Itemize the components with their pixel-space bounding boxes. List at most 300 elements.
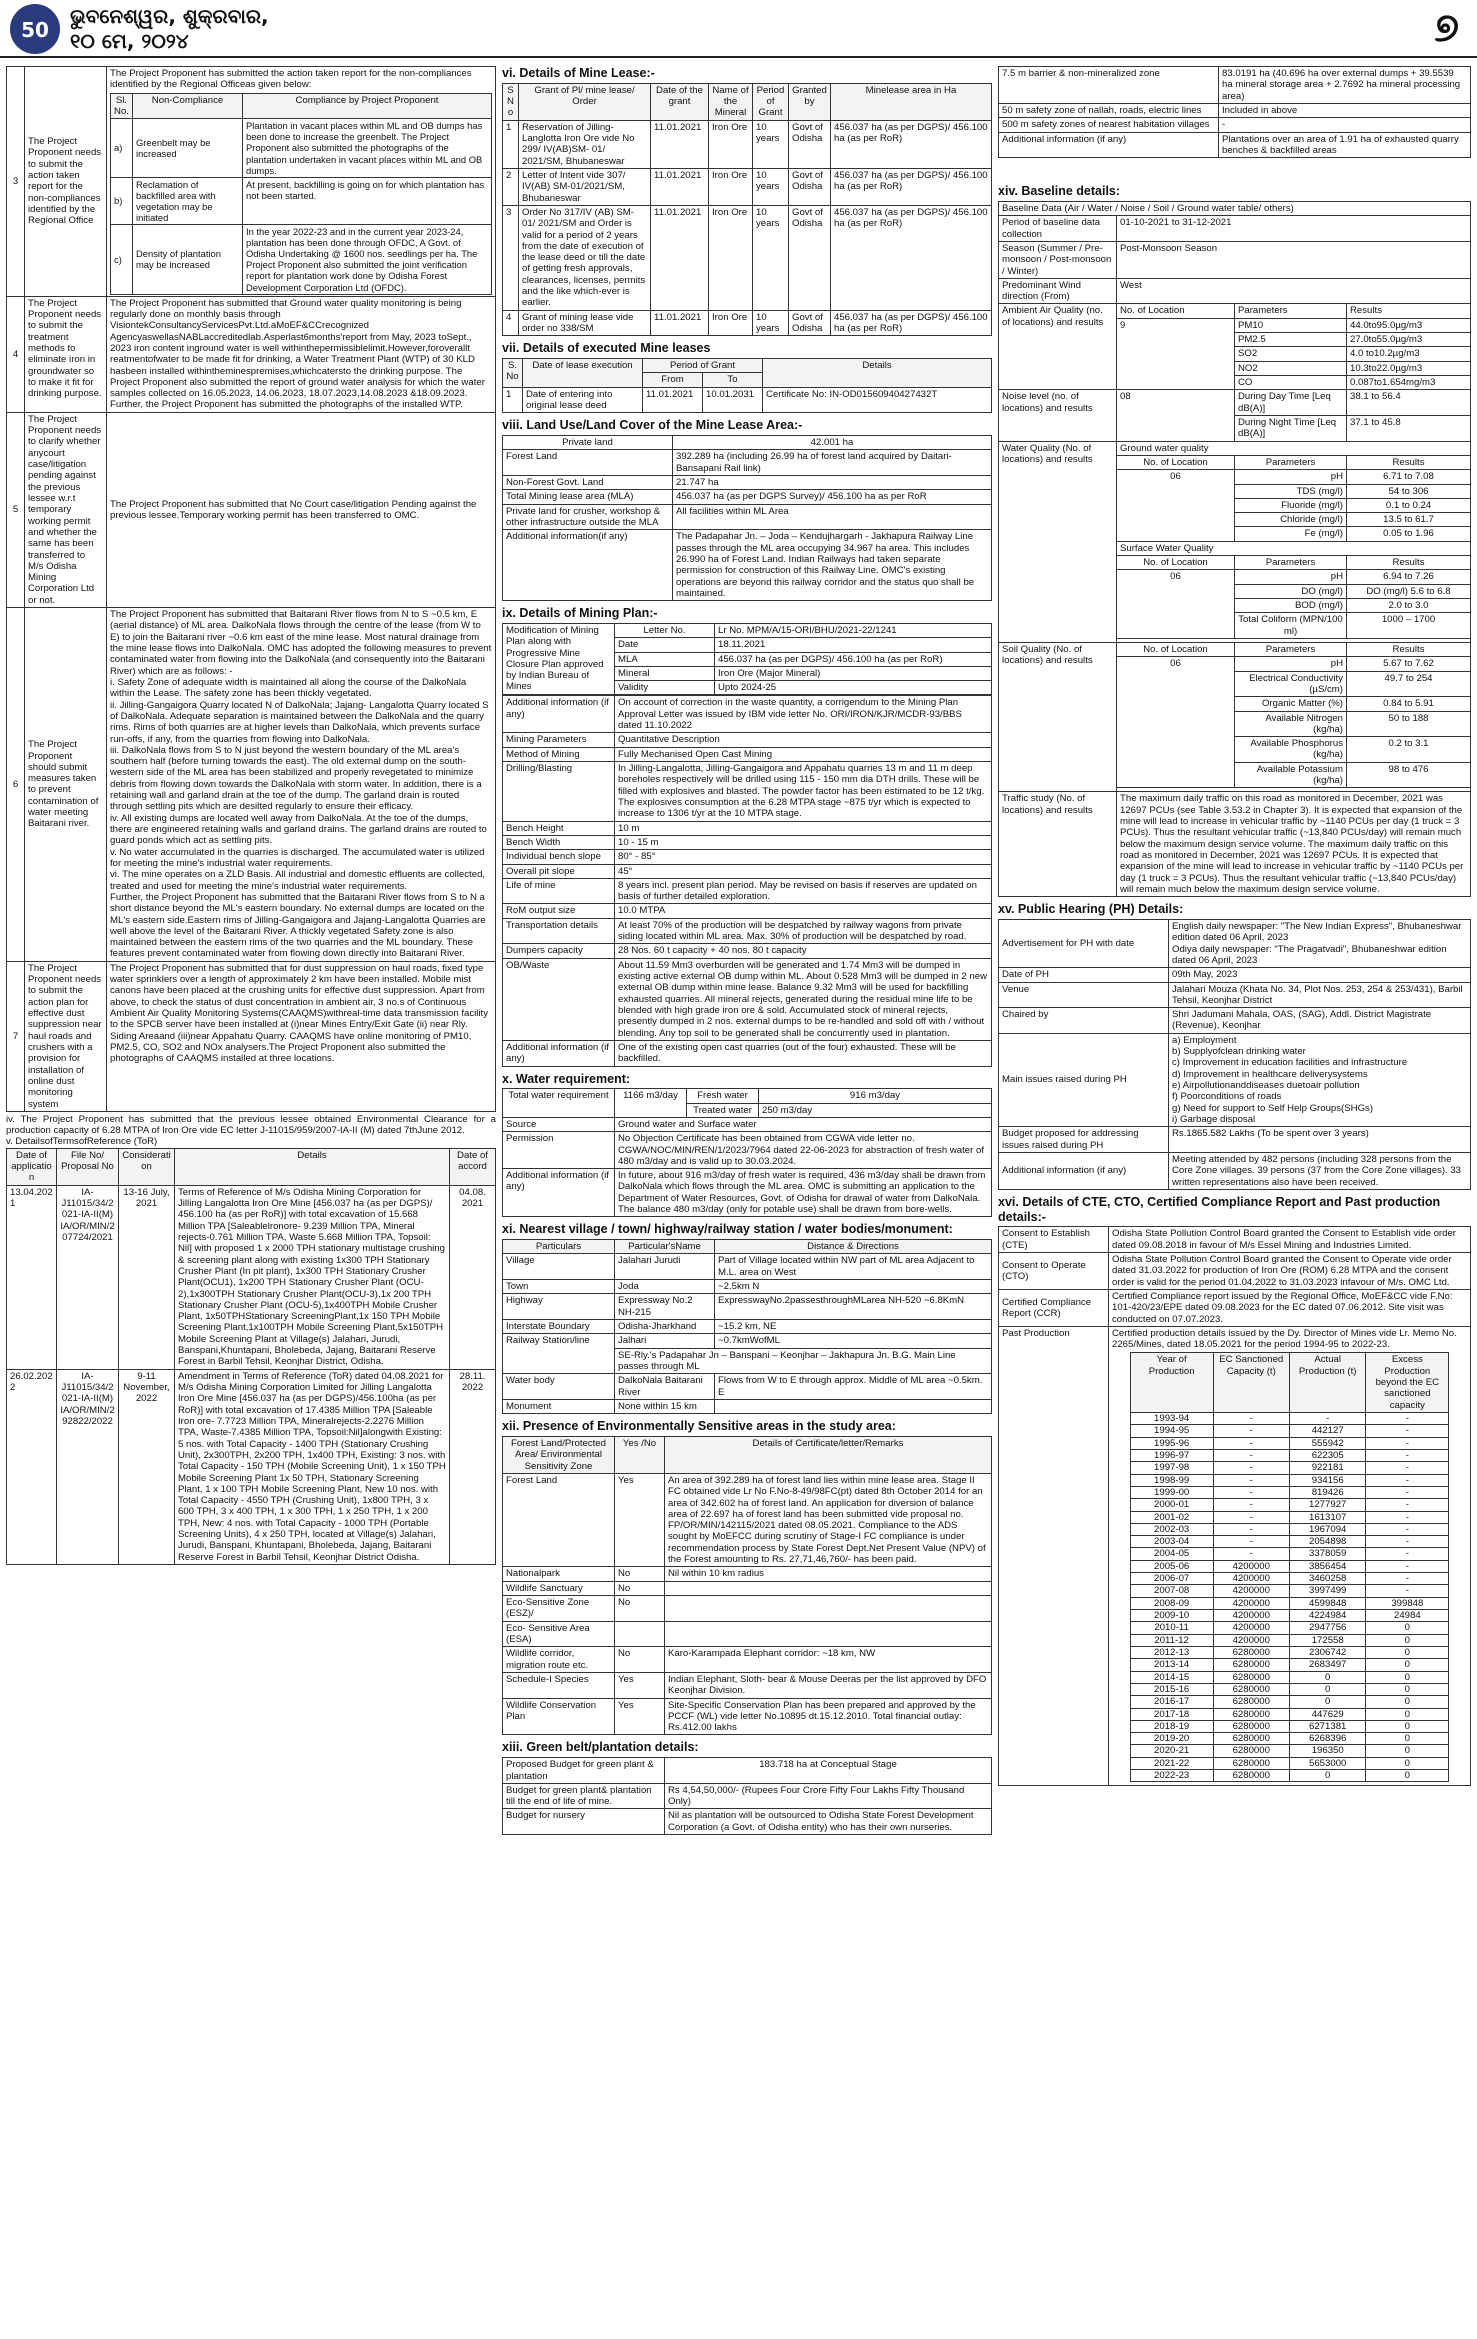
production-cell: 0 bbox=[1366, 1757, 1449, 1769]
production-cell: 622305 bbox=[1289, 1449, 1365, 1461]
production-cell: 4200000 bbox=[1213, 1634, 1289, 1646]
cell: 49.7 to 254 bbox=[1347, 671, 1471, 697]
cell: 08 bbox=[1117, 390, 1235, 441]
table-row bbox=[7, 412, 496, 607]
row-sl: 7 bbox=[7, 961, 25, 1111]
production-row bbox=[1130, 1499, 1449, 1511]
table-row bbox=[503, 1567, 992, 1581]
production-row bbox=[1130, 1671, 1449, 1683]
cell: Non-Forest Govt. Land bbox=[503, 476, 673, 490]
cell: 06 bbox=[1117, 570, 1235, 639]
col-header: S No bbox=[503, 83, 519, 120]
production-row bbox=[1130, 1560, 1449, 1572]
production-cell: 2004-05 bbox=[1130, 1548, 1213, 1560]
cell: 456.037 ha (as per DGPS)/ 456.100 ha (as per RoR) bbox=[831, 205, 992, 310]
cell: 6.71 to 7.08 bbox=[1347, 470, 1471, 484]
cell bbox=[665, 1621, 992, 1647]
cell: Additional information(if any) bbox=[503, 530, 673, 601]
col-header: Forest Land/Protected Area/ Environmental Sensitivity Zone bbox=[503, 1436, 615, 1473]
table-row bbox=[503, 747, 992, 761]
cell: Ground water and Surface water bbox=[615, 1117, 992, 1131]
col-header: EC Sanctioned Capacity (t) bbox=[1213, 1353, 1289, 1413]
cell: Permission bbox=[503, 1132, 615, 1169]
cell: 50 m safety zone of nallah, roads, electric lines bbox=[999, 103, 1219, 117]
cell: PM2.5 bbox=[1235, 333, 1347, 347]
cell: 38.1 to 56.4 bbox=[1347, 390, 1471, 416]
cell: DalkoNala Baitarani River bbox=[615, 1374, 715, 1400]
cell: 456.037 ha (as per DGPS)/ 456.100 ha (as per RoR) bbox=[715, 652, 992, 666]
cell: 6.94 to 7.26 bbox=[1347, 570, 1471, 584]
production-row bbox=[1130, 1536, 1449, 1548]
cell: 98 to 476 bbox=[1347, 762, 1471, 788]
measure-item: v. No water accumulated in the quarries is discharged. The accumulated water is utilized for meeting the mine's industrial water requirements. bbox=[110, 846, 485, 869]
cell: - bbox=[1219, 118, 1471, 132]
production-cell: 6280000 bbox=[1213, 1683, 1289, 1695]
issue-item: f) Poorconditions of roads bbox=[1172, 1091, 1282, 1103]
cell: Monument bbox=[503, 1399, 615, 1413]
production-cell: 4200000 bbox=[1213, 1560, 1289, 1572]
production-cell: 6268396 bbox=[1289, 1733, 1365, 1745]
cell: Quantitative Description bbox=[615, 733, 992, 747]
table-row bbox=[503, 1040, 992, 1066]
table-row bbox=[999, 1326, 1471, 1786]
production-cell: - bbox=[1366, 1486, 1449, 1498]
cell: An area of 392.289 ha of forest land lies within mine lease area. Stage II FC obtained vide Lr No F.No-8-49/98FC(pt) dated 8th October 2014 for an area of 342.602 ha of forest land. An application for diversion of balance area of 22.697 ha of forest land has been submitted vide proposal no. FP/OR/MIN/142115/2021 dated 08.05.2021. Compliance to the ADS sought by MoEFCC during scrutiny of Stage-I FC compliance is under recommendation process by State Forest Dept.Net Present Value (NPV) of the Forest amounting to Rs. 27,71,46,760/- has been paid. bbox=[665, 1473, 992, 1567]
table-row bbox=[999, 390, 1471, 416]
production-cell: 2022-23 bbox=[1130, 1770, 1213, 1782]
cell: Private land bbox=[503, 436, 673, 450]
cell bbox=[1109, 1326, 1471, 1786]
cell: Parameters bbox=[1235, 455, 1347, 469]
cell: 10 years bbox=[753, 168, 789, 205]
table-row bbox=[503, 1783, 992, 1809]
production-row bbox=[1130, 1646, 1449, 1658]
production-cell: 0 bbox=[1366, 1696, 1449, 1708]
cell: 456.037 ha (as per DGPS)/ 456.100 ha (as per RoR) bbox=[831, 168, 992, 205]
cell: In the year 2022-23 and in the current year 2023-24, plantation has been done through OFDC, A Govt. of Odisha Undertaking @ 1600 nos. seedlings per ha. The Project Proponent also submitted the joint verification report for plantation work done by Odisha Forest Development Corporation Ltd (OFDC). bbox=[243, 225, 492, 295]
cell: Nil as plantation will be outsourced to Odisha State Forest Development Corporation (a Govt. of Odisha entity) who has their own nurseries. bbox=[665, 1809, 992, 1835]
production-cell: 0 bbox=[1366, 1634, 1449, 1646]
cell: Budget proposed for addressing issues raised during PH bbox=[999, 1127, 1169, 1153]
cell: Total Coliform (MPN/100 ml) bbox=[1235, 613, 1347, 639]
production-cell: 2018-19 bbox=[1130, 1720, 1213, 1732]
cell: 0.2 to 3.1 bbox=[1347, 737, 1471, 763]
production-cell: - bbox=[1366, 1474, 1449, 1486]
cell: Nationalpark bbox=[503, 1567, 615, 1581]
cell: No Objection Certificate has been obtained from CGWA vide letter no. CGWA/NOC/MIN/REN/1/2023/7964 dated 22-06-2023 for abstraction of fresh water of 480 m3/day and is valid up to 30.03.2024. bbox=[615, 1132, 992, 1169]
section-title: xiv. Baseline details: bbox=[998, 184, 1121, 199]
cell: 1 bbox=[503, 387, 523, 413]
cell: Life of mine bbox=[503, 878, 615, 904]
row-sl: 4 bbox=[7, 296, 25, 412]
cell: Additional information (if any) bbox=[503, 1040, 615, 1066]
cell: Eco- Sensitive Area (ESA) bbox=[503, 1621, 615, 1647]
cell: West bbox=[1117, 278, 1471, 304]
production-cell: - bbox=[1366, 1437, 1449, 1449]
cell: 10 m bbox=[615, 821, 992, 835]
col-header: Date of application bbox=[7, 1148, 57, 1185]
production-cell: - bbox=[1213, 1511, 1289, 1523]
production-cell: - bbox=[1213, 1536, 1289, 1548]
cell: Additional information (if any) bbox=[999, 1152, 1169, 1189]
cell: Letter of Intent vide 307/ IV(AB) SM-01/2021/SM, Bhubaneswar bbox=[519, 168, 651, 205]
cell: Town bbox=[503, 1280, 615, 1294]
cell bbox=[665, 1596, 992, 1622]
table-row bbox=[503, 623, 992, 637]
cell: 8 years incl. present plan period. May be revised on basis if reserves are updated on basis of further detailed exploration. bbox=[615, 878, 992, 904]
production-cell: 6280000 bbox=[1213, 1733, 1289, 1745]
cell: Fresh water bbox=[687, 1089, 759, 1103]
cell: 10 - 15 m bbox=[615, 835, 992, 849]
table-row bbox=[999, 201, 1471, 215]
table-row bbox=[503, 205, 992, 310]
col-header: Minelease area in Ha bbox=[831, 83, 992, 120]
past-production-table bbox=[1130, 1352, 1450, 1782]
cell: MLA bbox=[615, 652, 715, 666]
production-cell: 0 bbox=[1289, 1683, 1365, 1695]
issue-item: e) Airpollutionanddiseases duetoair pollution bbox=[1172, 1080, 1360, 1091]
cell: Overall pit slope bbox=[503, 864, 615, 878]
table-row bbox=[503, 1758, 992, 1784]
production-row bbox=[1130, 1708, 1449, 1720]
table-row bbox=[503, 1254, 992, 1280]
column-left bbox=[6, 66, 496, 1565]
cell: Odisha State Pollution Control Board granted the Consent to Establish vide order dated 09.08.2018 in favour of M/s Essel Mining and Industries Limited. bbox=[1109, 1227, 1471, 1253]
production-cell: 0 bbox=[1366, 1622, 1449, 1634]
cell: Letter No. bbox=[615, 623, 715, 637]
production-cell: - bbox=[1366, 1499, 1449, 1511]
land-use-table bbox=[502, 435, 992, 601]
table-row bbox=[503, 387, 992, 413]
production-cell: 4200000 bbox=[1213, 1585, 1289, 1597]
cell: 83.0191 ha (40.696 ha over external dumps + 39.5539 ha mineral storage area + 2.7692 ha mineral processing area) bbox=[1219, 67, 1471, 104]
cell: Jalahari Jurudi bbox=[615, 1254, 715, 1280]
ad-item: English daily newspaper: "The New Indian Express", Bhubaneshwar edition dated 06 April, 2023 bbox=[1172, 920, 1462, 944]
production-row bbox=[1130, 1523, 1449, 1535]
section-title: vi. Details of Mine Lease:- bbox=[502, 66, 655, 80]
production-cell: 2013-14 bbox=[1130, 1659, 1213, 1671]
production-cell: 1996-97 bbox=[1130, 1449, 1213, 1461]
col-header: Consideration bbox=[119, 1148, 175, 1185]
cell: One of the existing open cast quarries (out of the four) exhausted. These will be backfilled. bbox=[615, 1040, 992, 1066]
col-header: Date of accord bbox=[450, 1148, 496, 1185]
cell: 11.01.2021 bbox=[651, 310, 709, 336]
production-row bbox=[1130, 1720, 1449, 1732]
cell: 916 m3/day bbox=[759, 1089, 992, 1103]
cell: Jalahari Mouza (Khata No. 34, Plot Nos. 253, 254 & 253/431), Barbil Tehsil, Keonjhar District bbox=[1169, 982, 1471, 1008]
table-row bbox=[999, 919, 1471, 967]
cell: Forest Land bbox=[503, 1473, 615, 1567]
cell: 26.02.2022 bbox=[7, 1369, 57, 1564]
table-row bbox=[999, 132, 1471, 158]
response-intro: The Project Proponent has submitted that Baitarani River flows from N to S ~0.5 km, E (aerial distance) of ML area. DalkoNala flows through the centre of the lease (from W to E) to join the Baitarani river ~0.6 km east of the mine lease. Most natural drainage from the mine lease flows into DalkoNala. OMC has adopted the following measures to prevent contaminated water from flowing into the DalkoNala (and consequently into the Baitarani River) which are as follows: - bbox=[110, 609, 492, 677]
cell: Private land for crusher, workshop & other infrastructure outside the MLA bbox=[503, 504, 673, 530]
production-cell: 0 bbox=[1366, 1745, 1449, 1757]
response-text: The Project Proponent has submitted that No Court case/litigation Pending against the previous lessee.Temporary working permit has been transferred to OMC. bbox=[107, 412, 496, 607]
cell: At least 70% of the production will be despatched by railway wagons from private siding located within ML area. Max. 30% of production will be despatched by road. bbox=[615, 918, 992, 944]
cell: Govt of Odisha bbox=[789, 205, 831, 310]
production-cell: 2015-16 bbox=[1130, 1683, 1213, 1695]
cell: Fluoride (mg/l) bbox=[1235, 498, 1347, 512]
table-row bbox=[503, 958, 992, 1040]
logo-badge-number: 50 bbox=[21, 18, 49, 42]
cell: ExpresswayNo.2passesthroughMLarea NH-520 ~6.8KmN bbox=[715, 1294, 992, 1320]
production-cell: 6280000 bbox=[1213, 1770, 1289, 1782]
col-header: Details of Certificate/letter/Remarks bbox=[665, 1436, 992, 1473]
table-row bbox=[503, 733, 992, 747]
cell: None within 15 km bbox=[615, 1399, 715, 1413]
cell bbox=[665, 1581, 992, 1595]
section-title: viii. Land Use/Land Cover of the Mine Lease Area:- bbox=[502, 418, 803, 433]
table-row bbox=[503, 821, 992, 835]
table-row bbox=[503, 835, 992, 849]
col-header: Date of the grant bbox=[651, 83, 709, 120]
cell: During Day Time [Leq dB(A)] bbox=[1235, 390, 1347, 416]
cell: Govt of Odisha bbox=[789, 168, 831, 205]
cell: Indian Elephant, Sloth- bear & Mouse Deeras per the list approved by DFO Keonjhar Division. bbox=[665, 1672, 992, 1698]
cell: CO bbox=[1235, 376, 1347, 390]
cell: 42.001 ha bbox=[673, 436, 992, 450]
cell: Jalhari bbox=[615, 1334, 715, 1348]
cell: Noise level (no. of locations) and results bbox=[999, 390, 1117, 441]
production-cell: - bbox=[1213, 1437, 1289, 1449]
ad-item: Odiya daily newspaper: "The Pragatvadi", Bhubaneshwar edition dated 06 April, 2023 bbox=[1172, 943, 1447, 966]
production-cell: - bbox=[1366, 1449, 1449, 1461]
dateline-place-day: ଭୁବନେଶ୍ୱର, ଶୁକ୍ରବାର, bbox=[70, 4, 269, 28]
production-cell: - bbox=[1213, 1523, 1289, 1535]
cell: Fully Mechanised Open Cast Mining bbox=[615, 747, 992, 761]
ec-paragraph: iv. The Project Proponent has submitted that the previous lessee obtained Environmental Clearance for a production capacity of 6.28 MTPA of Iron Ore vide EC letter J-11015/959/2007-IA-II (M) dated 7thJune 2012. bbox=[6, 1113, 496, 1137]
col-header: Yes /No bbox=[615, 1436, 665, 1473]
cell: Venue bbox=[999, 982, 1169, 1008]
production-cell: 1999-00 bbox=[1130, 1486, 1213, 1498]
cell: Individual bench slope bbox=[503, 850, 615, 864]
production-cell: - bbox=[1366, 1523, 1449, 1535]
production-cell: 0 bbox=[1366, 1646, 1449, 1658]
cell: 10.01.2031 bbox=[703, 387, 763, 413]
production-cell: 6280000 bbox=[1213, 1720, 1289, 1732]
production-cell: 2016-17 bbox=[1130, 1696, 1213, 1708]
response-intro: The Project Proponent has submitted the action taken report for the non-compliances identified by the Regional Officeas given below: bbox=[110, 68, 472, 91]
cell: ~2.5km N bbox=[715, 1280, 992, 1294]
measure-item: vi. The mine operates on a ZLD Basis. All industrial and domestic effluents are collected, treated and used for meeting the mine's industrial water requirements. bbox=[110, 869, 486, 892]
mining-plan-table bbox=[502, 623, 992, 696]
production-cell: - bbox=[1213, 1462, 1289, 1474]
column-middle bbox=[502, 66, 992, 1835]
cell: Greenbelt may be increased bbox=[133, 119, 243, 177]
cell: All facilities within ML Area bbox=[673, 504, 992, 530]
cell: The maximum daily traffic on this road as monitored in December, 2021 was 12697 PCUs (see Table 3.53.2 in Chapter 3). It is expected that expansion of the mine will lead to increase in vehicular traffic by ~1140 PCUs per day (1 truck = 3 PCUs). Thus the resultant vehicular traffic (~13,840 PCUs/day) will remain much below the maximum design service volume. The maximum daily traffic on this road as monitored in December, 2021 was 12697 PCUs. It is expected that expansion of the mine will lead to increase in vehicular traffic by ~1140 PCUs per day (1 truck = 3 PCUs). Thus the resultant vehicular traffic (~13,840 PCUs/day) will remain much below the maximum design service volume. bbox=[1117, 792, 1471, 897]
table-row bbox=[503, 490, 992, 504]
dateline bbox=[70, 4, 269, 54]
production-cell: 442127 bbox=[1289, 1425, 1365, 1437]
production-row bbox=[1130, 1437, 1449, 1449]
cell: 10.0 MTPA bbox=[615, 904, 992, 918]
production-cell: 2021-22 bbox=[1130, 1757, 1213, 1769]
cell: RoM output size bbox=[503, 904, 615, 918]
table-row bbox=[999, 103, 1471, 117]
cell: 80° - 85° bbox=[615, 850, 992, 864]
cell: Date of entering into original lease deed bbox=[523, 387, 643, 413]
cell: Bench Height bbox=[503, 821, 615, 835]
cell: Predominant Wind direction (From) bbox=[999, 278, 1117, 304]
cell: Certificate No: IN-OD01560940427432T bbox=[763, 387, 992, 413]
cell: Govt of Odisha bbox=[789, 120, 831, 168]
production-row bbox=[1130, 1770, 1449, 1782]
col-header: Particulars bbox=[503, 1240, 615, 1254]
production-cell: 2007-08 bbox=[1130, 1585, 1213, 1597]
cell: Proposed Budget for green plant & plantation bbox=[503, 1758, 665, 1784]
cell: Ambient Air Quality (no. of locations) and results bbox=[999, 304, 1117, 390]
table-row bbox=[111, 177, 492, 224]
cell: 2.0 to 3.0 bbox=[1347, 599, 1471, 613]
table-row bbox=[503, 1473, 992, 1567]
cell: Validity bbox=[615, 681, 715, 695]
cell: Dumpers capacity bbox=[503, 944, 615, 958]
section-title: xv. Public Hearing (PH) Details: bbox=[998, 902, 1184, 917]
production-cell: 172558 bbox=[1289, 1634, 1365, 1646]
table-row bbox=[999, 1227, 1471, 1253]
cell: Consent to Operate (CTO) bbox=[999, 1252, 1109, 1289]
cell: 5.67 to 7.62 bbox=[1347, 657, 1471, 671]
production-row bbox=[1130, 1573, 1449, 1585]
cell: Results bbox=[1347, 556, 1471, 570]
table-row bbox=[999, 642, 1471, 656]
production-cell: 196350 bbox=[1289, 1745, 1365, 1757]
cell: No bbox=[615, 1567, 665, 1581]
production-cell: 2008-09 bbox=[1130, 1597, 1213, 1609]
cell: Total water requirement bbox=[503, 1089, 615, 1118]
cell: 1 bbox=[503, 120, 519, 168]
cell: BOD (mg/l) bbox=[1235, 599, 1347, 613]
table-row bbox=[503, 168, 992, 205]
cell: NO2 bbox=[1235, 361, 1347, 375]
condition-text: The Project Proponent should submit measures taken to prevent contamination of water meeting Baitarani river. bbox=[25, 608, 107, 962]
production-row bbox=[1130, 1585, 1449, 1597]
cell: 50 to 188 bbox=[1347, 711, 1471, 737]
production-cell: 934156 bbox=[1289, 1474, 1365, 1486]
cell: Certified Compliance report issued by the Regional Office, MoEF&CC vide F.No: 101-420/23/EPE dated 09.08.2023 for the EC dated 07.06.2012. Site visit was conducted on 07.07.2023. bbox=[1109, 1289, 1471, 1326]
past-production-note: Certified production details issued by the Dy. Director of Mines vide Lr. Memo No. 2265/Mines, dated 18.05.2021 for the period 1994-95 to 2022-23. bbox=[1112, 1327, 1457, 1351]
mine-lease-table bbox=[502, 83, 992, 337]
production-cell: 447629 bbox=[1289, 1708, 1365, 1720]
cell: ~0.7kmWofML bbox=[715, 1334, 992, 1348]
production-cell: 555942 bbox=[1289, 1437, 1365, 1449]
cell: About 11.59 Mm3 overburden will be generated and 1.74 Mm3 will be dumped in existing active external OB dump within ML. About 0.528 Mm3 will be dumped in 2 new external OB dump within mine lease. Balance 9.32 Mm3 will be used for backfilling exhausted quarries. All mineral rejects, generated during the residual mine life to be blended with high grade iron ore & sold. Accumulated stock of mineral rejects, presently dumped in 2 nos. external dumps to be re-handled and sold off with / without blending. Any top soil to be generated shall be concurrently used in plantation. bbox=[615, 958, 992, 1040]
table-row bbox=[999, 216, 1471, 242]
cell: 1166 m3/day bbox=[615, 1089, 687, 1118]
production-cell: - bbox=[1213, 1548, 1289, 1560]
executed-lease-table bbox=[502, 358, 992, 413]
cell: 28 Nos. 60 t capacity + 40 nos. 80 t capacity bbox=[615, 944, 992, 958]
production-cell: 2001-02 bbox=[1130, 1511, 1213, 1523]
production-row bbox=[1130, 1511, 1449, 1523]
cell: Treated water bbox=[687, 1103, 759, 1117]
cell: Period of baseline data collection bbox=[999, 216, 1117, 242]
table-row bbox=[999, 241, 1471, 278]
production-cell: 6271381 bbox=[1289, 1720, 1365, 1732]
production-row bbox=[1130, 1449, 1449, 1461]
newspaper-header bbox=[0, 0, 1477, 58]
cell: pH bbox=[1235, 657, 1347, 671]
cell: 44.0to95.0µg/m3 bbox=[1347, 318, 1471, 332]
cell: 11.01.2021 bbox=[651, 120, 709, 168]
production-row bbox=[1130, 1548, 1449, 1560]
table-row bbox=[503, 1294, 992, 1320]
table-row bbox=[999, 1033, 1471, 1127]
measure-item: iii. DalkoNala flows from S to N just beyond the western boundary of the ML area's southern half (before turning towards the east). The old external dump on the south- western side of the ML area has been stabilized and properly revegetated to minimize debris from flowing down towards the DalkoNala with storm water. In addition, there is a retaining wall and garland drain at the toe of the dump. The garland drain is routed through settling pits which are desilted regularly to ensure their efficacy. bbox=[110, 744, 482, 813]
production-cell: 2006-07 bbox=[1130, 1573, 1213, 1585]
table-row bbox=[503, 1280, 992, 1294]
cell: Part of Village located within NW part of ML area Adjacent to M.L. area on West bbox=[715, 1254, 992, 1280]
response-text: The Project Proponent has submitted that Ground water quality monitoring is being regularly done on monthly basis through VisiontekConsultancyServicesPvt.Ltd.aMoEF&CCrecognized AgencyaswellasNABLaccreditedlab.Asperlast6months'report from May, 2023 toSept., 2023 iron content inground water is well withinthepermissiblelimit.However,foroverallt reatmentofwater to be made fit for drinking, a Water Treatment Plant (WTP) of 30 KLD hasbeen installed withintheminespremises,whichcatersto the drinking purpose. The Project Proponent also submitted the report of ground water analysis for which the water samples collected on 16.05.2023, 14.06.2023, 18.07.2023,14.08.2023 &18.09.2023. Further, the Project Proponent has submitted the photographs of the installed WTP. bbox=[107, 296, 496, 412]
table-row bbox=[999, 441, 1471, 455]
table-row bbox=[503, 904, 992, 918]
cell: Water Quality (No. of locations) and results bbox=[999, 441, 1117, 642]
cell: 06 bbox=[1117, 657, 1235, 788]
issue-item: g) Need for support to Self Help Groups(SHGs) bbox=[1172, 1102, 1374, 1114]
production-row bbox=[1130, 1425, 1449, 1437]
production-cell: 2054898 bbox=[1289, 1536, 1365, 1548]
cell: Iron Ore bbox=[709, 168, 753, 205]
production-cell: 1997-98 bbox=[1130, 1462, 1213, 1474]
table-row bbox=[503, 918, 992, 944]
cell: c) bbox=[111, 225, 133, 295]
cte-cto-table bbox=[998, 1226, 1471, 1786]
production-cell: 3460258 bbox=[1289, 1573, 1365, 1585]
measure-item: i. Safety Zone of adequate width is maintained all along the course of the DalkoNala within the Lease. The safety zone has been thickly vegetated. bbox=[110, 676, 467, 700]
production-row bbox=[1130, 1757, 1449, 1769]
table-row bbox=[503, 1169, 992, 1217]
table-row bbox=[111, 225, 492, 295]
cell: Transportation details bbox=[503, 918, 615, 944]
table-row bbox=[503, 504, 992, 530]
cell: Iron Ore bbox=[709, 310, 753, 336]
cell: 456.037 ha (as per DGPS)/ 456.100 ha (as per RoR) bbox=[831, 120, 992, 168]
cell: Certified Compliance Report (CCR) bbox=[999, 1289, 1109, 1326]
cell: Electrical Conductivity (µS/cm) bbox=[1235, 671, 1347, 697]
cell: 04.08. 2021 bbox=[450, 1185, 496, 1369]
production-cell: 4200000 bbox=[1213, 1573, 1289, 1585]
cell: Consent to Establish (CTE) bbox=[999, 1227, 1109, 1253]
table-row bbox=[999, 1152, 1471, 1189]
production-cell: 2000-01 bbox=[1130, 1499, 1213, 1511]
cell: Results bbox=[1347, 304, 1471, 318]
issue-item: c) Improvement in education facilities and infrastructure bbox=[1172, 1057, 1408, 1069]
cell: Total Mining lease area (MLA) bbox=[503, 490, 673, 504]
production-cell: 6280000 bbox=[1213, 1696, 1289, 1708]
production-cell: 6280000 bbox=[1213, 1757, 1289, 1769]
cell bbox=[615, 1621, 665, 1647]
cell: Yes bbox=[615, 1698, 665, 1735]
cell: Reservation of Jilling- Langlotta Iron Ore vide No 299/ IV(AB)SM- 01/ 2021/SM, Bhubaneswar bbox=[519, 120, 651, 168]
cell: 13-16 July, 2021 bbox=[119, 1185, 175, 1369]
table-row bbox=[503, 1117, 992, 1131]
table-row bbox=[503, 310, 992, 336]
safety-zone-table bbox=[998, 66, 1471, 158]
production-cell: 1995-96 bbox=[1130, 1437, 1213, 1449]
production-cell: 6280000 bbox=[1213, 1659, 1289, 1671]
cell: During Night Time [Leq dB(A)] bbox=[1235, 415, 1347, 441]
cell: Village bbox=[503, 1254, 615, 1280]
production-cell: 1967094 bbox=[1289, 1523, 1365, 1535]
production-row bbox=[1130, 1733, 1449, 1745]
cell bbox=[715, 1399, 992, 1413]
dateline-date: ୧୦ ମେ, ୨୦୨୪ bbox=[70, 29, 189, 53]
cell: 54 to 306 bbox=[1347, 484, 1471, 498]
green-belt-table bbox=[502, 1757, 992, 1835]
cell: 4 bbox=[503, 310, 519, 336]
